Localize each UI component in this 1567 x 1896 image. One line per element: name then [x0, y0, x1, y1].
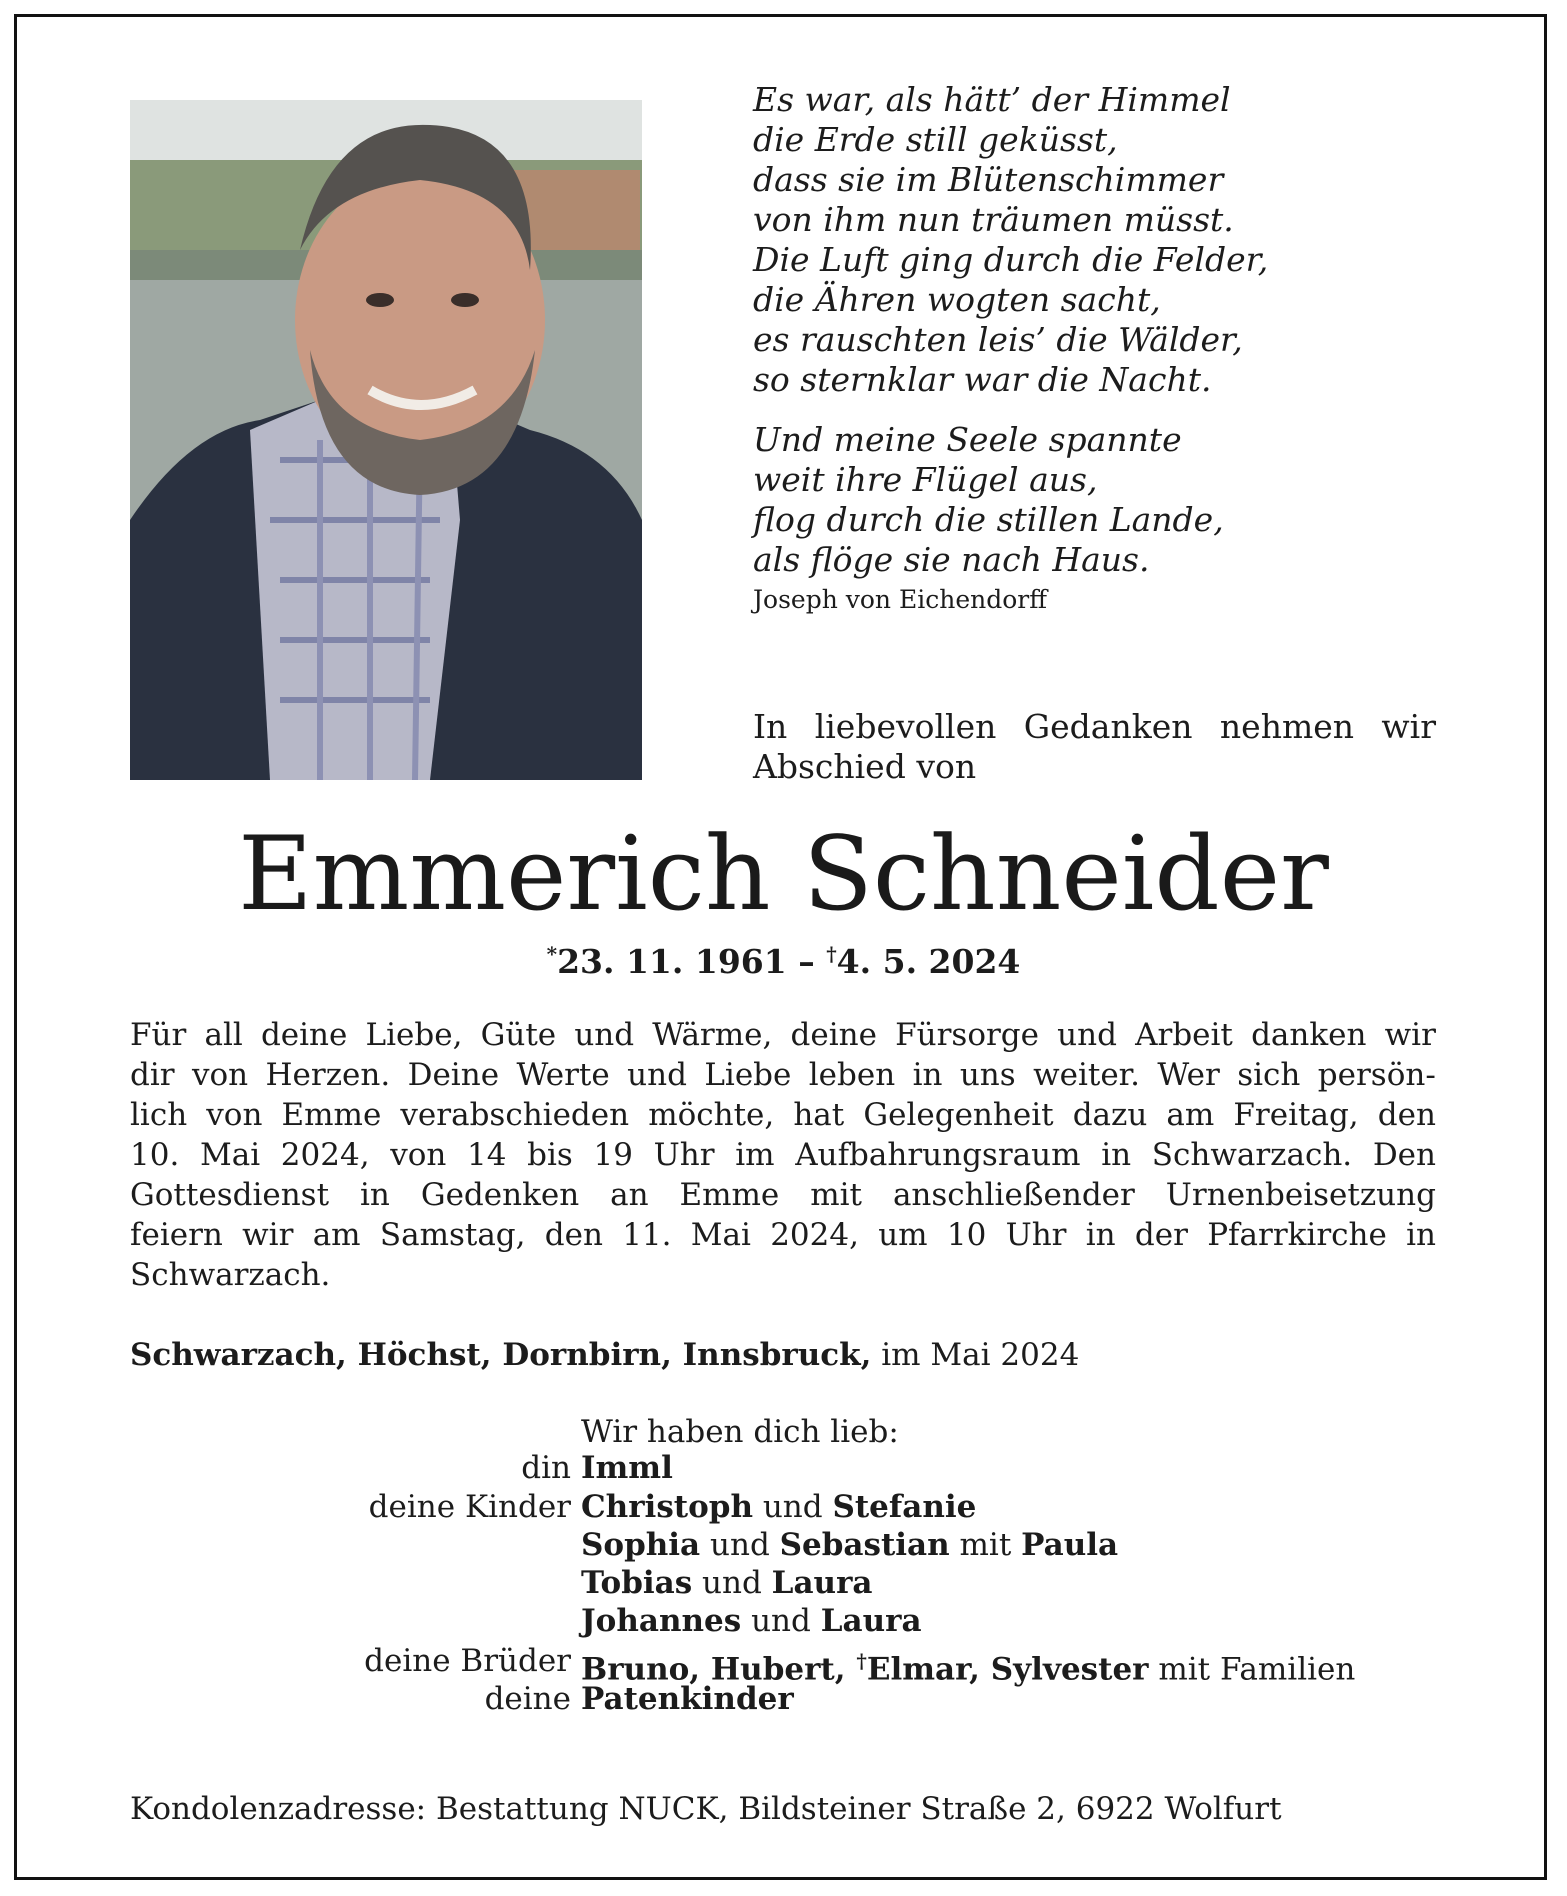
body-word: danken — [1251, 1017, 1367, 1053]
body-word: lich — [130, 1097, 188, 1133]
body-line — [130, 1095, 1436, 1135]
body-word: im — [735, 1137, 775, 1173]
body-text — [130, 1015, 1436, 1295]
family-names — [581, 1448, 673, 1488]
family-name: Tobias — [581, 1565, 693, 1601]
body-word: Emme — [281, 1097, 382, 1133]
family-connector: mit Familien — [1148, 1651, 1356, 1688]
poem-line: von ihm nun träumen müsst. — [753, 200, 1234, 239]
body-word: Freitag, — [1233, 1097, 1359, 1133]
family-row — [0, 1641, 1567, 1688]
body-word: weiter. — [1033, 1057, 1140, 1093]
family-name: Sophia — [581, 1527, 701, 1563]
intro-word: In — [753, 707, 788, 746]
family-name: Christoph — [581, 1489, 753, 1525]
body-word: 10 — [946, 1217, 987, 1253]
body-word: Gedenken — [420, 1177, 580, 1213]
family-relation: deine — [484, 1681, 571, 1717]
body-word: Gottesdienst — [130, 1177, 330, 1213]
poem-line: die Ähren wogten sacht, — [753, 280, 1161, 319]
body-word: wir — [242, 1217, 294, 1253]
body-word: 14 — [467, 1137, 507, 1173]
body-word: 10. — [130, 1137, 180, 1173]
body-word: dazu — [1072, 1097, 1148, 1133]
family-name: Laura — [771, 1565, 873, 1601]
family-relation: deine Kinder — [368, 1489, 571, 1525]
body-word: hat — [793, 1097, 845, 1133]
poem-line: weit ihre Flügel aus, — [753, 460, 1098, 499]
family-name: Sebastian — [779, 1527, 950, 1563]
family-name: Stefanie — [832, 1489, 977, 1525]
family-name: Bruno, Hubert, — [581, 1651, 857, 1688]
poem-line: Und meine Seele spannte — [753, 420, 1182, 459]
body-line — [130, 1015, 1436, 1055]
body-word: von — [206, 1097, 263, 1133]
family-names — [581, 1487, 976, 1527]
body-word: verabschieden — [400, 1097, 630, 1133]
family-relation: din — [521, 1450, 571, 1486]
poem-line: flog durch die stillen Lande, — [753, 500, 1224, 539]
deceased-name: Emmerich Schneider — [238, 815, 1329, 934]
body-word: in — [1085, 1217, 1116, 1253]
family-relation: deine Brüder — [364, 1643, 571, 1679]
family-connector: und — [741, 1603, 821, 1639]
death-mark: † — [826, 942, 837, 966]
body-line — [130, 1255, 1436, 1295]
intro-line-2: Abschied von — [753, 747, 977, 786]
body-word: Güte — [480, 1017, 557, 1053]
body-word: bis — [527, 1137, 573, 1173]
body-word: Schwarzach. — [1151, 1137, 1353, 1173]
body-word: am — [1166, 1097, 1215, 1133]
body-word: Emme — [679, 1177, 780, 1213]
family-names — [581, 1679, 794, 1719]
body-word: und — [574, 1017, 635, 1053]
body-word: persön- — [1317, 1057, 1436, 1093]
body-word: Wer — [1157, 1057, 1220, 1093]
body-word: den — [544, 1217, 603, 1253]
body-word: Schwarzach. — [130, 1257, 331, 1293]
poem-line: dass sie im Blütenschimmer — [753, 160, 1224, 199]
body-word: wir — [1384, 1017, 1436, 1053]
family-connector: und — [692, 1565, 772, 1601]
body-word: 2024, — [280, 1137, 370, 1173]
body-word: Herzen. — [265, 1057, 391, 1093]
family-names — [581, 1601, 922, 1641]
body-word: möchte, — [648, 1097, 775, 1133]
body-word: Fürsorge — [895, 1017, 1039, 1053]
body-word: all — [204, 1017, 243, 1053]
body-word: in — [912, 1057, 943, 1093]
body-word: Mai — [199, 1137, 261, 1173]
body-word: Für — [130, 1017, 187, 1053]
family-row — [0, 1448, 1567, 1488]
places-line — [130, 1335, 1079, 1375]
poem — [753, 80, 1453, 616]
family-connector: und — [700, 1527, 780, 1563]
poem-line: so sternklar war die Nacht. — [753, 360, 1212, 399]
body-word: von — [191, 1057, 249, 1093]
body-word: um — [878, 1217, 928, 1253]
body-word: Uhr — [1005, 1217, 1067, 1253]
body-word: dir — [130, 1057, 175, 1093]
body-word: am — [312, 1217, 361, 1253]
places-towns: Schwarzach, Höchst, Dornbirn, Innsbruck, — [130, 1337, 872, 1373]
intro-word: liebevollen — [814, 707, 997, 746]
body-word: und — [1057, 1017, 1117, 1053]
body-word: feiern — [130, 1217, 223, 1253]
poem-line: Es war, als hätt’ der Himmel — [753, 80, 1231, 119]
family-name: Elmar, Sylvester — [866, 1651, 1149, 1688]
life-dates — [0, 932, 1567, 984]
intro-word: Gedanken — [1023, 707, 1193, 746]
family-row — [0, 1679, 1567, 1719]
family-name: Paula — [1021, 1527, 1119, 1563]
body-word: Liebe — [704, 1057, 792, 1093]
poem-line: als flöge sie nach Haus. — [753, 540, 1150, 579]
family-name: Laura — [820, 1603, 922, 1639]
condolence-address: Kondolenzadresse: Bestattung NUCK, Bildsteiner Straße 2, 6922 Wolfurt — [130, 1791, 1282, 1827]
body-line — [130, 1175, 1436, 1215]
body-word: in — [1101, 1137, 1132, 1173]
body-word: und — [627, 1057, 687, 1093]
body-word: Liebe, — [365, 1017, 463, 1053]
family-row — [0, 1525, 1567, 1565]
body-line — [130, 1135, 1436, 1175]
body-word: den — [1377, 1097, 1436, 1133]
body-word: deine — [790, 1017, 877, 1053]
family-name: Patenkinder — [581, 1681, 794, 1717]
body-word: der — [1134, 1217, 1188, 1253]
body-line — [130, 1215, 1436, 1255]
body-word: in — [1406, 1217, 1436, 1253]
family-names — [581, 1525, 1118, 1565]
body-word: Wärme, — [652, 1017, 773, 1053]
body-word: in — [359, 1177, 390, 1213]
intro-text — [753, 707, 1436, 787]
portrait-photo — [130, 100, 642, 780]
poem-stanza-2 — [753, 420, 1453, 580]
body-word: leben — [808, 1057, 896, 1093]
body-word: mit — [810, 1177, 863, 1213]
body-word: Werte — [516, 1057, 610, 1093]
body-word: anschließender — [892, 1177, 1135, 1213]
body-word: Uhr — [653, 1137, 715, 1173]
body-word: 2024, — [770, 1217, 859, 1253]
poem-line: die Erde still geküsst, — [753, 120, 1118, 159]
body-word: Aufbahrungsraum — [795, 1137, 1081, 1173]
body-word: Gelegenheit — [863, 1097, 1054, 1133]
date-separator: – — [786, 942, 827, 981]
body-word: an — [610, 1177, 649, 1213]
family-row — [0, 1487, 1567, 1527]
body-word: Arbeit — [1135, 1017, 1233, 1053]
body-word: 11. — [622, 1217, 672, 1253]
family-row — [0, 1601, 1567, 1641]
birth-mark: * — [546, 942, 558, 966]
family-name: Johannes — [581, 1603, 742, 1639]
family-heading: Wir haben dich lieb: — [581, 1414, 899, 1450]
places-date: im Mai 2024 — [871, 1337, 1080, 1373]
family-names — [581, 1563, 873, 1603]
body-line — [130, 1055, 1436, 1095]
family-row — [0, 1563, 1567, 1603]
body-word: Mai — [690, 1217, 751, 1253]
poem-line: Die Luft ging durch die Felder, — [753, 240, 1269, 279]
body-word: sich — [1237, 1057, 1301, 1093]
body-word: 19 — [593, 1137, 633, 1173]
poem-author: Joseph von Eichendorff — [753, 585, 1047, 614]
body-word: von — [390, 1137, 447, 1173]
body-word: Urnenbeisetzung — [1165, 1177, 1436, 1213]
body-word: deine — [260, 1017, 348, 1053]
family-connector: und — [752, 1489, 833, 1525]
family-connector: mit — [949, 1527, 1022, 1563]
body-word: uns — [959, 1057, 1016, 1093]
body-word: Den — [1372, 1137, 1436, 1173]
death-date: 4. 5. 2024 — [836, 942, 1021, 981]
body-word: Deine — [407, 1057, 500, 1093]
poem-line: es rauschten leis’ die Wälder, — [753, 320, 1243, 359]
body-word: Pfarrkirche — [1207, 1217, 1387, 1253]
family-name: † — [856, 1649, 867, 1673]
intro-word: wir — [1381, 707, 1436, 746]
body-word: Samstag, — [379, 1217, 526, 1253]
family-name: Imml — [581, 1450, 673, 1486]
poem-stanza-1 — [753, 80, 1453, 400]
intro-word: nehmen — [1219, 707, 1355, 746]
birth-date: 23. 11. 1961 — [557, 942, 787, 981]
